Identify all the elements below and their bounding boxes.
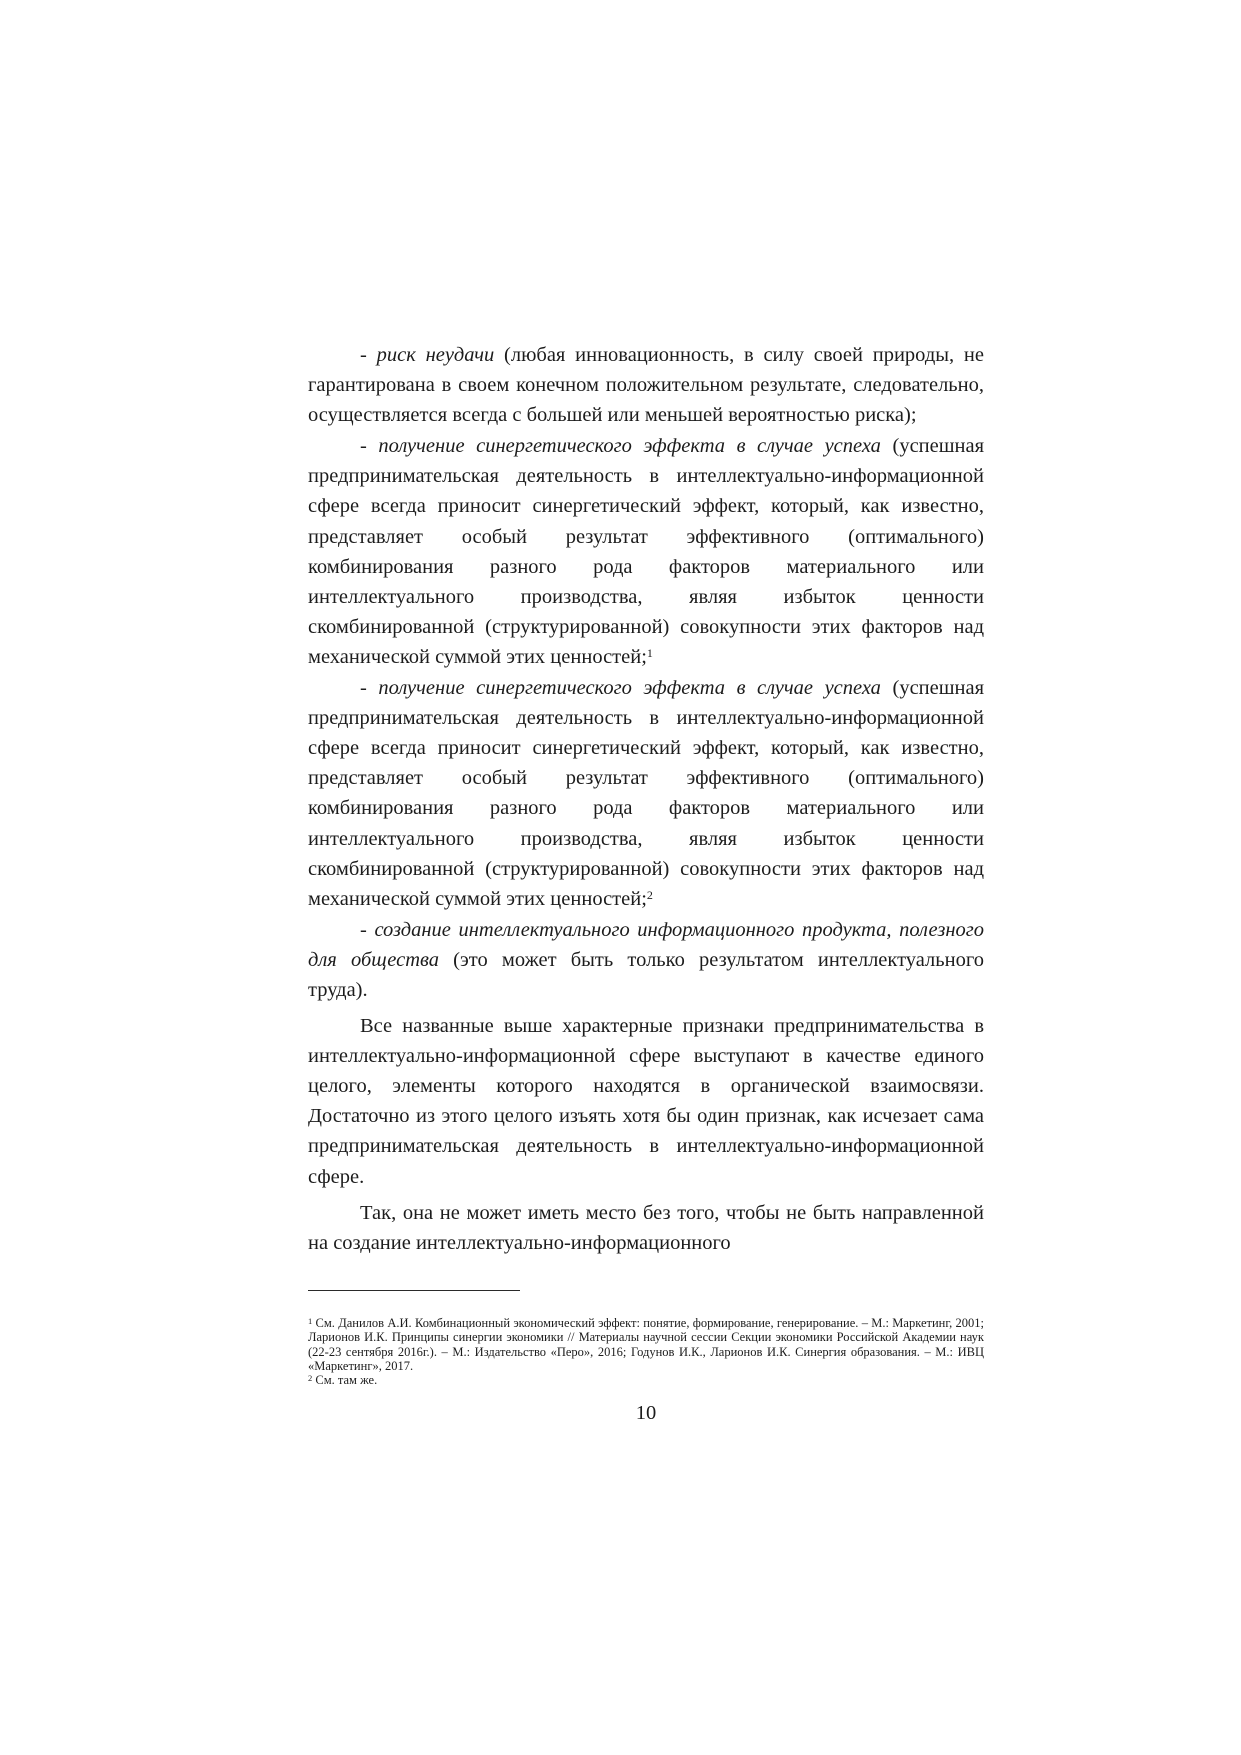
- paragraph-information-product: [308, 915, 984, 1005]
- footnote-mark: 2: [308, 1373, 313, 1384]
- paragraph-characteristics-summary: Все названные выше характерные признаки предпринимательства в интеллектуально-информационной сфере выступают в качестве единого целого, элементы которого находятся в органической взаимосвязи. Достаточно из этого целого изъять хотя бы один признак, как исчезает сама предпринимательская деятельность в интеллектуально-информационной сфере.: [308, 1015, 984, 1188]
- paragraph-text: (это может быть только результатом интеллектуального труда).: [308, 948, 984, 1001]
- footnote-text: См. там же.: [312, 1373, 378, 1388]
- paragraph-text: (успешная предпринимательская деятельность в интеллектуально-информационной сфере всегда приносит синергетический эффект, который, как известно, представляет особый результат эффективного (оптимального) комбинирования разного рода факторов материального или интеллектуального производства, являя избыток ценности скомбинированной (структурированной) совокупности этих факторов над механической суммой этих ценностей;: [308, 435, 985, 668]
- italic-term: получение синергетического эффекта в случае успеха: [378, 435, 881, 458]
- footnote-text: См. Данилов А.И. Комбинационный экономический эффект: понятие, формирование, генерирование. – М.: Маркетинг, 2001; Ларионов И.К. Принципы синергии экономики // Материалы научной сессии Секции экономики Российской Академии наук (22-23 сентября 2016г.). – М.: Издательство «Перо», 2016; Годунов И.К., Ларионов И.К. Синергия образования. – М.: ИВЦ «Маркетинг», 2017.: [308, 1316, 984, 1373]
- main-text: [308, 340, 984, 1259]
- paragraph-conclusion: Так, она не может иметь место без того, чтобы не быть направленной на создание интеллектуально-информационного: [308, 1201, 984, 1254]
- dash: -: [360, 918, 375, 941]
- footnotes: [308, 1316, 984, 1387]
- paragraph-risk-of-failure: [308, 340, 984, 430]
- paragraph-text: (любая инновационность, в силу своей природы, не гарантирована в своем конечном положительном результате, следовательно, осуществляется всегда с большей или меньшей вероятностью риска);: [308, 344, 984, 427]
- italic-term: получение синергетического эффекта в случае успеха: [378, 677, 881, 700]
- paragraph-synergy-effect-2: [308, 673, 984, 914]
- dash: -: [360, 344, 377, 366]
- footnote-2: [308, 1373, 984, 1387]
- dash: -: [360, 435, 379, 458]
- footnote-mark: 1: [308, 1316, 313, 1326]
- italic-term: риск неудачи: [376, 344, 495, 366]
- footnote-1: [308, 1316, 984, 1373]
- paragraph-synergy-effect-1: [308, 431, 984, 672]
- italic-term: создание интеллектуального информационного продукта, полезного для общества: [308, 918, 984, 971]
- page-number: 10: [635, 1402, 657, 1424]
- footnote-ref-1[interactable]: 1: [646, 645, 653, 660]
- footnote-ref-2[interactable]: 2: [646, 887, 653, 902]
- dash: -: [360, 677, 379, 700]
- paragraph-text: (успешная предпринимательская деятельность в интеллектуально-информационной сфере всегда приносит синергетический эффект, который, как известно, представляет особый результат эффективного (оптимального) комбинирования разного рода факторов материального или интеллектуального производства, являя избыток ценности скомбинированной (структурированной) совокупности этих факторов над механической суммой этих ценностей;: [308, 677, 985, 910]
- footnote-separator: [308, 1290, 520, 1291]
